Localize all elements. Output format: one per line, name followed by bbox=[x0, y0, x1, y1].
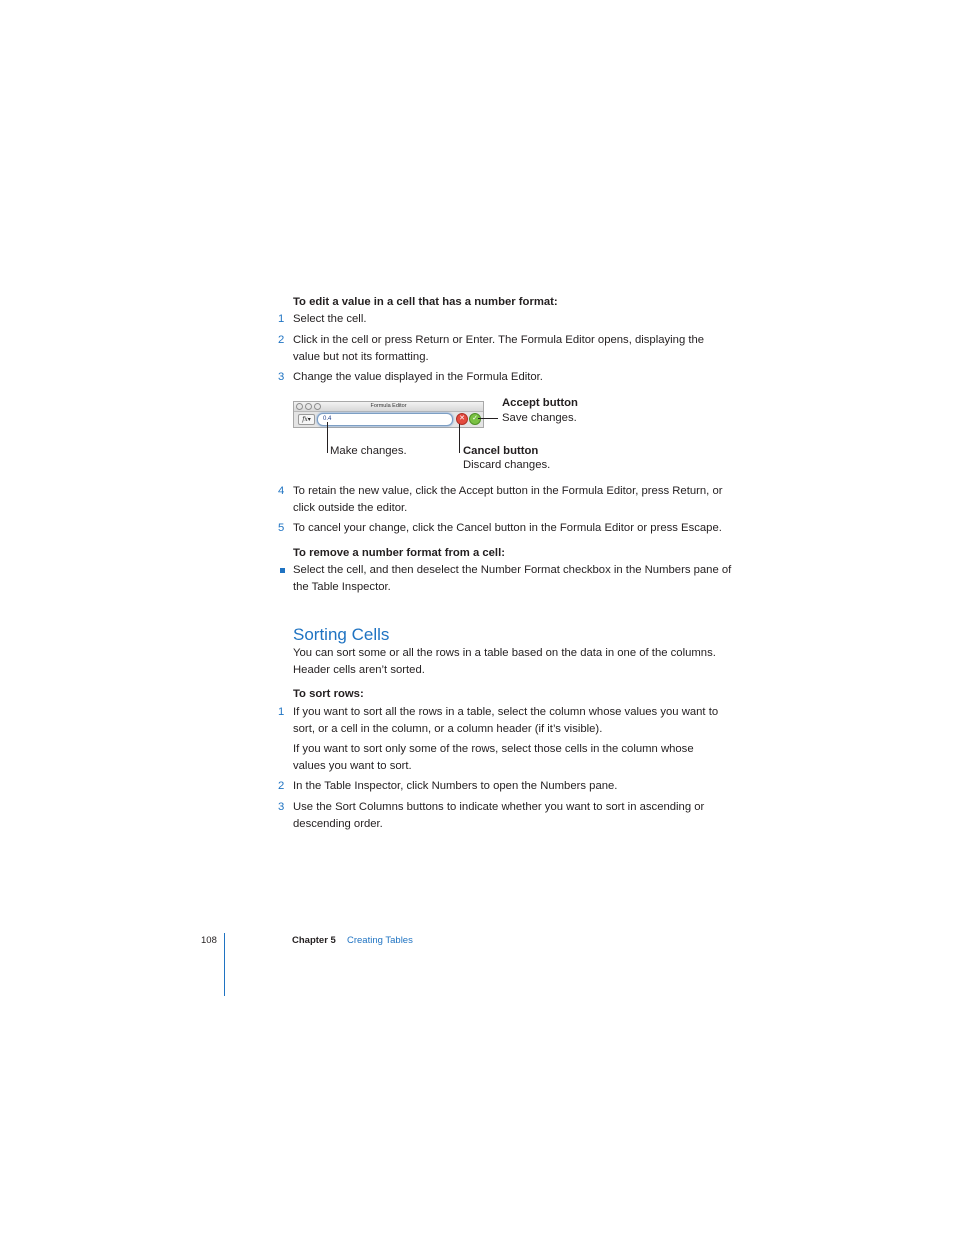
step-number: 3 bbox=[278, 801, 285, 813]
accept-icon: ✓ bbox=[469, 413, 481, 425]
step-text: Use the Sort Columns buttons to indicate whether you want to sort in ascending or descending order. bbox=[293, 801, 705, 830]
formula-editor-title: Formula Editor bbox=[370, 403, 407, 409]
step-text: To cancel your change, click the Cancel button in the Formula Editor or press Escape. bbox=[293, 522, 722, 534]
cancel-icon: ✕ bbox=[456, 413, 468, 425]
step-text: Select the cell. bbox=[293, 313, 367, 325]
formula-input-field bbox=[317, 413, 453, 426]
step-text: To retain the new value, click the Accept button in the Formula Editor, press Return, or click outside the editor. bbox=[293, 485, 723, 514]
step-text: Click in the cell or press Return or Enter. The Formula Editor opens, displaying the value but not its formatting. bbox=[293, 334, 705, 363]
procedure-heading-sort-rows: To sort rows: bbox=[293, 688, 364, 700]
chapter-label: Chapter 5 bbox=[292, 935, 336, 946]
cancel-callout-desc: Discard changes. bbox=[463, 459, 551, 471]
formula-editor-titlebar bbox=[294, 402, 483, 412]
chevron-down-icon: ▾ bbox=[307, 416, 311, 423]
chapter-title-link[interactable]: Creating Tables bbox=[347, 935, 413, 946]
formula-editor-window bbox=[293, 401, 484, 428]
step-number: 3 bbox=[278, 371, 285, 383]
section-title: Sorting Cells bbox=[293, 625, 390, 644]
field-callout-desc: Make changes. bbox=[330, 445, 407, 457]
bullet-icon bbox=[280, 568, 285, 573]
cancel-callout-line bbox=[459, 424, 460, 453]
cancel-callout-title: Cancel button bbox=[463, 445, 539, 457]
step-number: 2 bbox=[278, 780, 285, 792]
field-callout-line bbox=[327, 422, 328, 453]
step-text: Change the value displayed in the Formula Editor. bbox=[293, 371, 543, 383]
step-extra-text: If you want to sort only some of the rows, select those cells in the column whose values you want to sort. bbox=[293, 743, 694, 772]
page-number: 108 bbox=[201, 935, 217, 946]
accept-callout-desc: Save changes. bbox=[502, 412, 577, 424]
accept-callout-line bbox=[478, 418, 498, 419]
step-text: If you want to sort all the rows in a table, select the column whose values you want to sort, or a cell in the column, or a column header (if it’s visible). bbox=[293, 706, 719, 735]
formula-field-value: 0.4 bbox=[323, 416, 332, 422]
bullet-text: Select the cell, and then deselect the Number Format checkbox in the Numbers pane of the Table Inspector. bbox=[293, 564, 732, 593]
step-number: 1 bbox=[278, 706, 285, 718]
fx-icon: fx bbox=[302, 416, 308, 423]
accept-callout-title: Accept button bbox=[502, 397, 578, 409]
step-text: In the Table Inspector, click Numbers to open the Numbers pane. bbox=[293, 780, 618, 792]
step-number: 4 bbox=[278, 485, 285, 497]
procedure-heading-edit-value: To edit a value in a cell that has a number format: bbox=[293, 296, 558, 308]
section-intro: You can sort some or all the rows in a table based on the data in one of the columns. Header cells aren’t sorted. bbox=[293, 647, 716, 676]
step-number: 2 bbox=[278, 334, 285, 346]
procedure-heading-remove-format: To remove a number format from a cell: bbox=[293, 547, 505, 559]
footer-rule bbox=[224, 933, 225, 996]
function-menu-button bbox=[298, 414, 315, 425]
step-number: 5 bbox=[278, 522, 285, 534]
step-number: 1 bbox=[278, 313, 285, 325]
